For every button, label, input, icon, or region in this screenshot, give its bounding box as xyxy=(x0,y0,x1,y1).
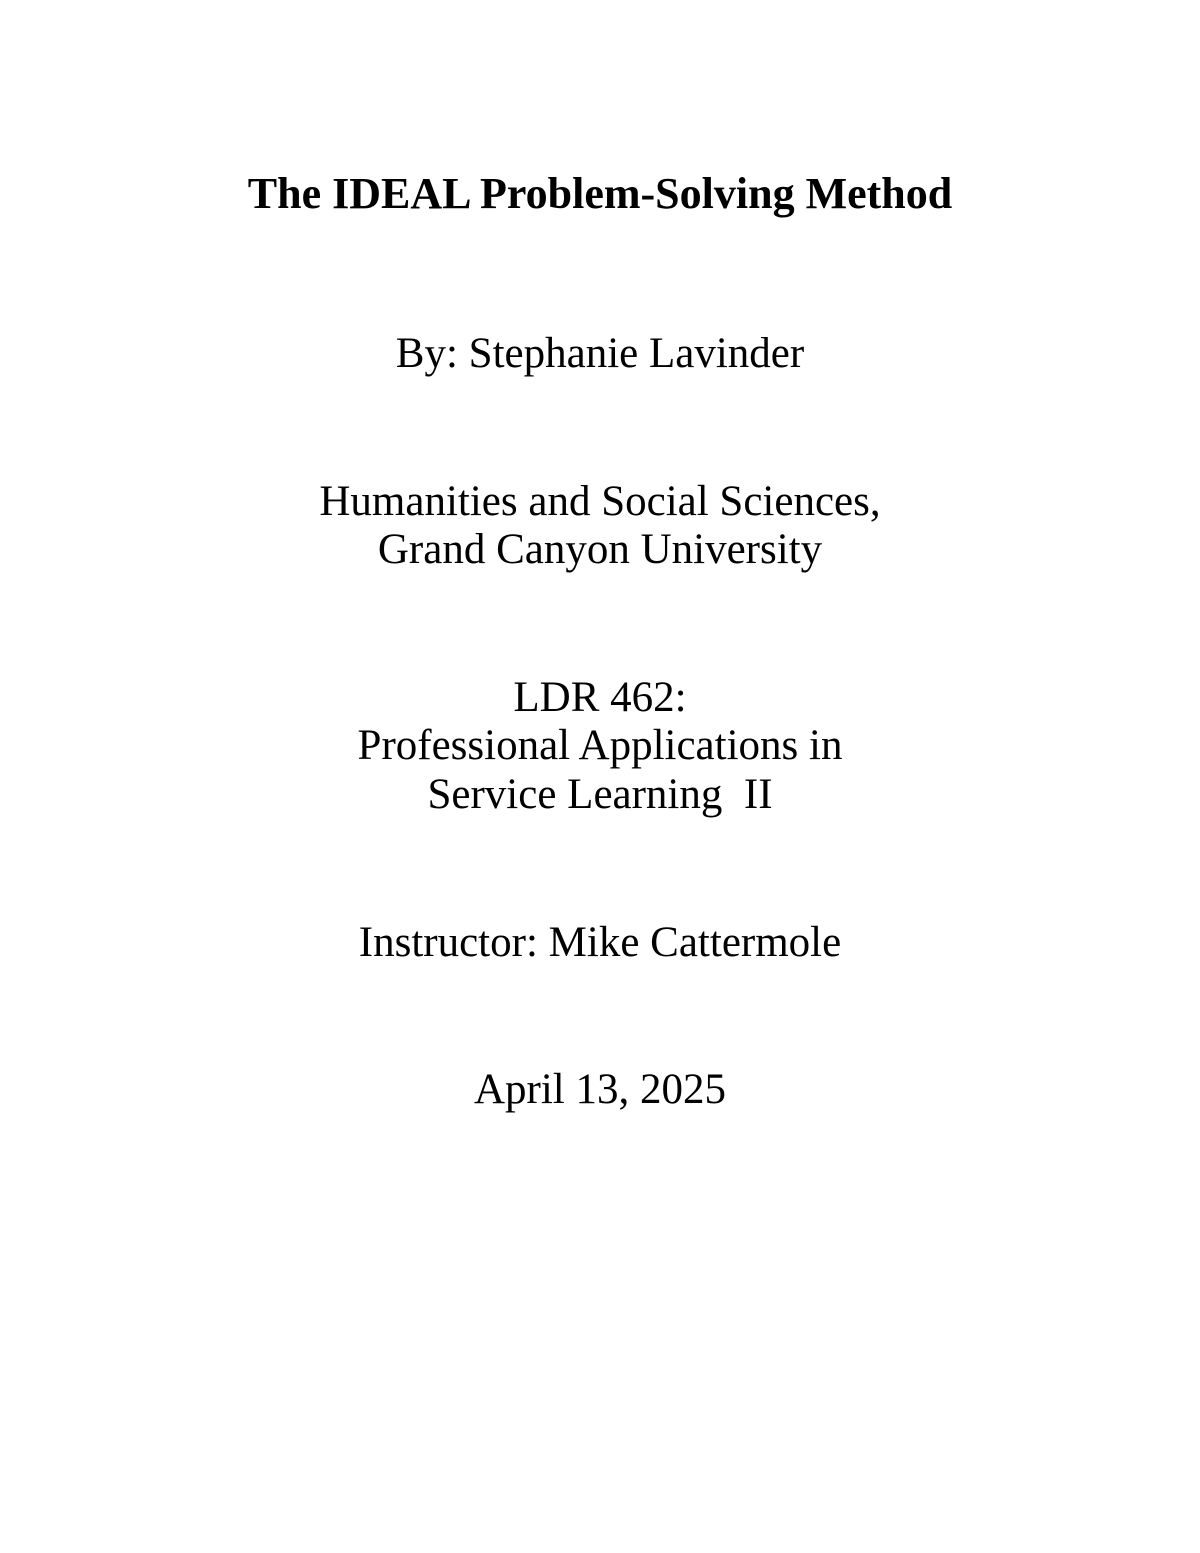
date-line: April 13, 2025 xyxy=(473,1066,727,1113)
paper-title: The IDEAL Problem-Solving Method xyxy=(247,169,953,218)
department-line-2: Grand Canyon University xyxy=(377,526,823,573)
department-line-1: Humanities and Social Sciences, xyxy=(319,478,881,525)
author-line: By: Stephanie Lavinder xyxy=(395,330,805,377)
instructor-line: Instructor: Mike Cattermole xyxy=(358,919,842,966)
course-name-line-1: Professional Applications in xyxy=(357,722,843,769)
course-code: LDR 462: xyxy=(513,674,687,721)
course-name-line-2: Service Learning II xyxy=(427,771,773,818)
